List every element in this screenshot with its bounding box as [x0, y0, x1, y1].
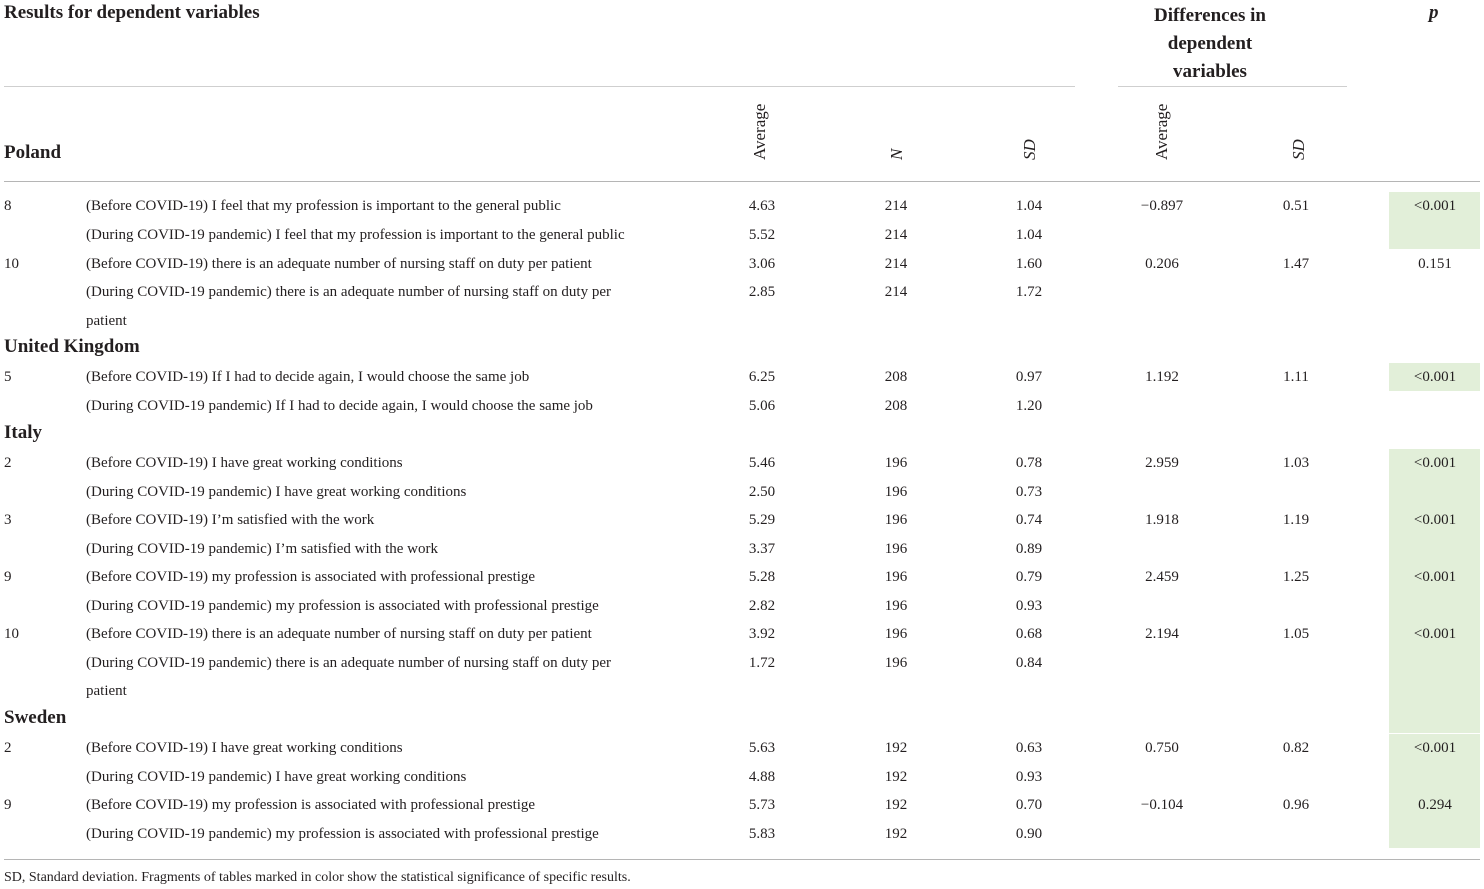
avg-during: 2.85 — [748, 284, 776, 300]
sd-during: 0.73 — [1015, 484, 1043, 500]
n-during: 196 — [884, 541, 908, 557]
p-value: 0.151 — [1418, 256, 1452, 272]
avg-before: 5.29 — [748, 512, 776, 528]
n-during: 196 — [884, 598, 908, 614]
row-during-label: (During COVID-19 pandemic) my profession is associated with professional prestige — [86, 598, 599, 614]
col-diff-average-header: Average — [1152, 103, 1171, 160]
diff-average: −0.897 — [1140, 198, 1184, 214]
row-during-label: (During COVID-19 pandemic) I have great working conditions — [86, 769, 467, 785]
diff-average: 2.459 — [1145, 569, 1179, 585]
n-before: 192 — [884, 740, 908, 756]
sd-during: 0.90 — [1015, 826, 1043, 842]
sd-during: 1.20 — [1015, 398, 1043, 414]
header-bottom-rule — [4, 181, 1480, 182]
row-before-label: (Before COVID-19) I have great working conditions — [86, 740, 403, 756]
row-before-label: (Before COVID-19) I have great working conditions — [86, 455, 403, 471]
n-before: 214 — [884, 198, 908, 214]
sd-before: 0.97 — [1015, 369, 1043, 385]
row-during-label: (During COVID-19 pandemic) If I had to decide again, I would choose the same job — [86, 398, 593, 414]
diff-sd: 1.25 — [1282, 569, 1310, 585]
avg-before: 3.92 — [748, 626, 776, 642]
row-during-label: (During COVID-19 pandemic) there is an adequate number of nursing staff on duty per — [86, 655, 611, 671]
avg-during: 5.06 — [748, 398, 776, 414]
row-id: 9 — [4, 797, 12, 813]
avg-during: 3.37 — [748, 541, 776, 557]
avg-during: 2.82 — [748, 598, 776, 614]
row-before-label: (Before COVID-19) there is an adequate number of nursing staff on duty per patient — [86, 256, 592, 272]
diff-average: 1.192 — [1145, 369, 1179, 385]
diff-sd: 1.47 — [1282, 256, 1310, 272]
p-value: <0.001 — [1413, 512, 1457, 528]
differences-title-line3: variables — [1173, 61, 1247, 82]
sd-during: 1.72 — [1015, 284, 1043, 300]
n-before: 214 — [884, 256, 908, 272]
diff-average: 2.959 — [1145, 455, 1179, 471]
n-before: 208 — [884, 369, 908, 385]
row-id: 2 — [4, 455, 12, 471]
n-during: 196 — [884, 655, 908, 671]
avg-during: 1.72 — [748, 655, 776, 671]
avg-before: 5.63 — [748, 740, 776, 756]
n-before: 196 — [884, 569, 908, 585]
diff-sd: 1.19 — [1282, 512, 1310, 528]
avg-before: 5.73 — [748, 797, 776, 813]
row-id: 10 — [4, 626, 19, 642]
sd-during: 0.89 — [1015, 541, 1043, 557]
sd-before: 0.70 — [1015, 797, 1043, 813]
row-during-label: (During COVID-19 pandemic) I feel that my profession is important to the general public — [86, 227, 625, 243]
n-before: 196 — [884, 512, 908, 528]
n-during: 192 — [884, 769, 908, 785]
sd-before: 1.04 — [1015, 198, 1043, 214]
row-during-label-cont: patient — [86, 313, 127, 329]
avg-before: 5.46 — [748, 455, 776, 471]
p-value: <0.001 — [1413, 626, 1457, 642]
diff-average: −0.104 — [1140, 797, 1184, 813]
n-during: 214 — [884, 284, 908, 300]
p-value: <0.001 — [1413, 740, 1457, 756]
col-n-header: N — [887, 148, 906, 160]
avg-before: 3.06 — [748, 256, 776, 272]
n-during: 214 — [884, 227, 908, 243]
row-during-label: (During COVID-19 pandemic) I have great working conditions — [86, 484, 467, 500]
differences-title — [1118, 2, 1302, 86]
results-title: Results for dependent variables — [4, 2, 260, 23]
avg-during: 2.50 — [748, 484, 776, 500]
p-label: p — [1429, 2, 1439, 23]
avg-during: 4.88 — [748, 769, 776, 785]
n-before: 192 — [884, 797, 908, 813]
sd-during: 0.84 — [1015, 655, 1043, 671]
avg-during: 5.83 — [748, 826, 776, 842]
p-value: 0.294 — [1418, 797, 1452, 813]
diff-average: 0.750 — [1145, 740, 1179, 756]
avg-before: 4.63 — [748, 198, 776, 214]
sd-during: 0.93 — [1015, 598, 1043, 614]
country-poland: Poland — [4, 142, 62, 163]
header-rule-left — [4, 86, 1075, 87]
p-value: <0.001 — [1413, 198, 1457, 214]
row-before-label: (Before COVID-19) I feel that my profession is important to the general public — [86, 198, 561, 214]
sd-before: 0.78 — [1015, 455, 1043, 471]
row-during-label: (During COVID-19 pandemic) my profession is associated with professional prestige — [86, 826, 599, 842]
diff-sd: 1.03 — [1282, 455, 1310, 471]
diff-sd: 1.05 — [1282, 626, 1310, 642]
row-id: 2 — [4, 740, 12, 756]
sd-before: 0.74 — [1015, 512, 1043, 528]
col-sd-header: SD — [1020, 139, 1039, 160]
n-before: 196 — [884, 455, 908, 471]
avg-before: 6.25 — [748, 369, 776, 385]
row-id: 9 — [4, 569, 12, 585]
row-during-label: (During COVID-19 pandemic) I’m satisfied with the work — [86, 541, 439, 557]
diff-sd: 1.11 — [1283, 369, 1309, 385]
differences-title-line2: dependent — [1167, 33, 1253, 54]
row-id: 8 — [4, 198, 12, 214]
avg-during: 5.52 — [748, 227, 776, 243]
header-rule-right — [1118, 86, 1347, 87]
row-id: 10 — [4, 256, 19, 272]
sd-before: 0.63 — [1015, 740, 1043, 756]
p-highlight — [1389, 449, 1480, 733]
sd-during: 0.93 — [1015, 769, 1043, 785]
country-italy: Italy — [4, 422, 42, 443]
footnote: SD, Standard deviation. Fragments of tables marked in color show the statistical significance of specific results. — [4, 870, 631, 885]
diff-sd: 0.51 — [1282, 198, 1310, 214]
p-value: <0.001 — [1413, 369, 1457, 385]
country-sweden: Sweden — [4, 707, 67, 728]
row-before-label: (Before COVID-19) my profession is associated with professional prestige — [86, 797, 536, 813]
diff-sd: 0.82 — [1282, 740, 1310, 756]
p-value: <0.001 — [1413, 455, 1457, 471]
row-before-label: (Before COVID-19) there is an adequate number of nursing staff on duty per patient — [86, 626, 592, 642]
row-during-label: (During COVID-19 pandemic) there is an adequate number of nursing staff on duty per — [86, 284, 611, 300]
n-during: 192 — [884, 826, 908, 842]
row-before-label: (Before COVID-19) my profession is associated with professional prestige — [86, 569, 536, 585]
row-during-label-cont: patient — [86, 683, 127, 699]
table-bottom-rule — [4, 859, 1480, 860]
diff-average: 1.918 — [1145, 512, 1179, 528]
differences-title-line1: Differences in — [1153, 5, 1267, 26]
n-before: 196 — [884, 626, 908, 642]
p-value: <0.001 — [1413, 569, 1457, 585]
row-id: 3 — [4, 512, 12, 528]
col-diff-sd-header: SD — [1289, 139, 1308, 160]
n-during: 196 — [884, 484, 908, 500]
diff-sd: 0.96 — [1282, 797, 1310, 813]
n-during: 208 — [884, 398, 908, 414]
row-id: 5 — [4, 369, 12, 385]
sd-before: 0.68 — [1015, 626, 1043, 642]
sd-before: 0.79 — [1015, 569, 1043, 585]
avg-before: 5.28 — [748, 569, 776, 585]
diff-average: 2.194 — [1145, 626, 1179, 642]
row-before-label: (Before COVID-19) If I had to decide again, I would choose the same job — [86, 369, 530, 385]
col-average-header: Average — [750, 103, 769, 160]
sd-during: 1.04 — [1015, 227, 1043, 243]
sd-before: 1.60 — [1015, 256, 1043, 272]
row-before-label: (Before COVID-19) I’m satisfied with the work — [86, 512, 375, 528]
diff-average: 0.206 — [1145, 256, 1179, 272]
country-united-kingdom: United Kingdom — [4, 336, 140, 357]
